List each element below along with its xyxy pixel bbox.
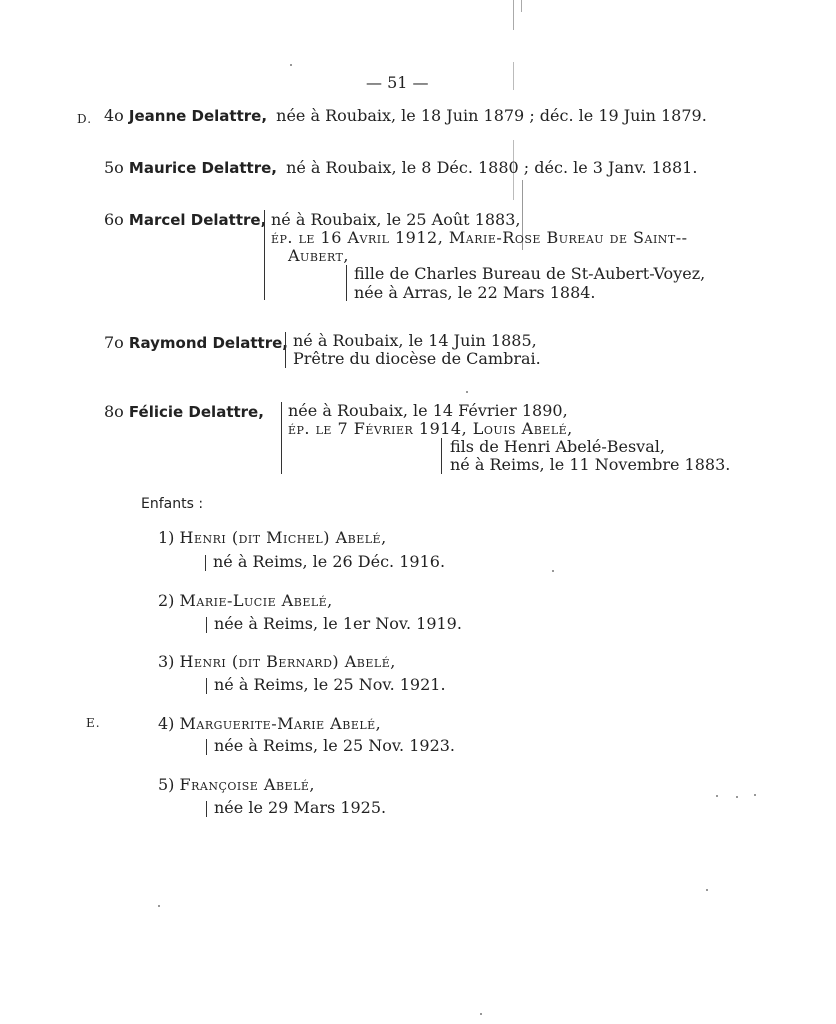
- child-bracket: [205, 555, 206, 571]
- entry-name: Raymond Delattre,: [128, 334, 288, 352]
- spouse-bracket: [441, 438, 442, 474]
- scan-artifact-line: [513, 0, 514, 30]
- entry-name: Jeanne Delattre,: [128, 107, 268, 125]
- child-bracket: [206, 801, 207, 817]
- scan-speck: [158, 905, 160, 907]
- child-index: 2): [158, 591, 175, 610]
- children-heading: Enfants :: [141, 496, 204, 512]
- child-name-row: [158, 714, 381, 733]
- child-detail: née le 29 Mars 1925.: [214, 798, 387, 817]
- child-detail: né à Reims, le 25 Nov. 1921.: [214, 675, 446, 694]
- scan-artifact-line: [521, 0, 522, 12]
- entry-name: Félicie Delattre,: [128, 403, 264, 421]
- child-bracket: [206, 739, 207, 755]
- spouse-line: né à Reims, le 11 Novembre 1883.: [450, 455, 731, 474]
- entry-line: ép. le 16 Avril 1912, Marie-Rose Bureau de Saint--: [271, 228, 688, 247]
- child-bracket: [206, 617, 207, 633]
- scan-speck: [552, 570, 554, 572]
- child-name: Marie-Lucie Abelé,: [179, 591, 333, 610]
- entry-raymond-label: [104, 333, 288, 352]
- child-name: Henri (dit Bernard) Abelé,: [179, 652, 396, 671]
- child-detail: née à Reims, le 1er Nov. 1919.: [214, 614, 462, 633]
- scan-speck: [716, 795, 718, 797]
- scan-speck: [706, 889, 708, 891]
- entry-line: Aubert,: [288, 246, 349, 265]
- page-number: — 51 —: [366, 73, 429, 92]
- child-name-row: [158, 775, 315, 794]
- entry-line: Prêtre du diocèse de Cambrai.: [293, 349, 541, 368]
- child-name: Françoise Abelé,: [179, 775, 315, 794]
- child-index: 5): [158, 775, 175, 794]
- entry-number: 8o: [104, 402, 124, 421]
- child-index: 1): [158, 528, 175, 547]
- entry-name: Maurice Delattre,: [128, 159, 277, 177]
- entry-bracket: [281, 402, 282, 474]
- spouse-line: née à Arras, le 22 Mars 1884.: [354, 283, 596, 302]
- entry-number: 6o: [104, 210, 124, 229]
- child-name-row: [158, 528, 387, 547]
- child-name-row: [158, 591, 333, 610]
- entry-number: 5o: [104, 158, 124, 177]
- child-index: 4): [158, 714, 175, 733]
- child-index: 3): [158, 652, 175, 671]
- entry-line: né à Roubaix, le 25 Août 1883,: [271, 210, 521, 229]
- spouse-bracket: [346, 265, 347, 301]
- child-name: Henri (dit Michel) Abelé,: [179, 528, 387, 547]
- entry-text: née à Roubaix, le 18 Juin 1879 ; déc. le 19 Juin 1879.: [276, 106, 707, 125]
- scan-speck: [290, 64, 292, 66]
- entry-line: née à Roubaix, le 14 Février 1890,: [288, 401, 568, 420]
- entry-marcel-label: [104, 210, 266, 229]
- entry-bracket: [285, 332, 286, 368]
- child-name-row: [158, 652, 396, 671]
- scan-speck: [736, 796, 738, 798]
- entry-name: Marcel Delattre,: [128, 211, 267, 229]
- child-bracket: [206, 678, 207, 694]
- entry-text: né à Roubaix, le 8 Déc. 1880 ; déc. le 3 Janv. 1881.: [286, 158, 698, 177]
- scan-artifact-line: [513, 62, 514, 90]
- entry-maurice: [104, 158, 697, 177]
- margin-marker-e: E.: [86, 716, 101, 730]
- entry-line: ép. le 7 Février 1914, Louis Abelé,: [288, 419, 573, 438]
- entry-jeanne: [104, 106, 707, 125]
- scan-speck: [754, 794, 756, 796]
- spouse-line: fils de Henri Abelé-Besval,: [450, 437, 665, 456]
- entry-line: né à Roubaix, le 14 Juin 1885,: [293, 331, 537, 350]
- margin-marker-d: D.: [77, 112, 93, 126]
- entry-number: 7o: [104, 333, 124, 352]
- child-detail: née à Reims, le 25 Nov. 1923.: [214, 736, 456, 755]
- entry-number: 4o: [104, 106, 124, 125]
- spouse-line: fille de Charles Bureau de St-Aubert-Voyez,: [354, 264, 706, 283]
- entry-bracket: [264, 210, 265, 300]
- scan-speck: [480, 1013, 482, 1015]
- scan-speck: [466, 391, 468, 393]
- child-detail: né à Reims, le 26 Déc. 1916.: [213, 552, 446, 571]
- entry-felicie-label: [104, 402, 264, 421]
- child-name: Marguerite-Marie Abelé,: [179, 714, 382, 733]
